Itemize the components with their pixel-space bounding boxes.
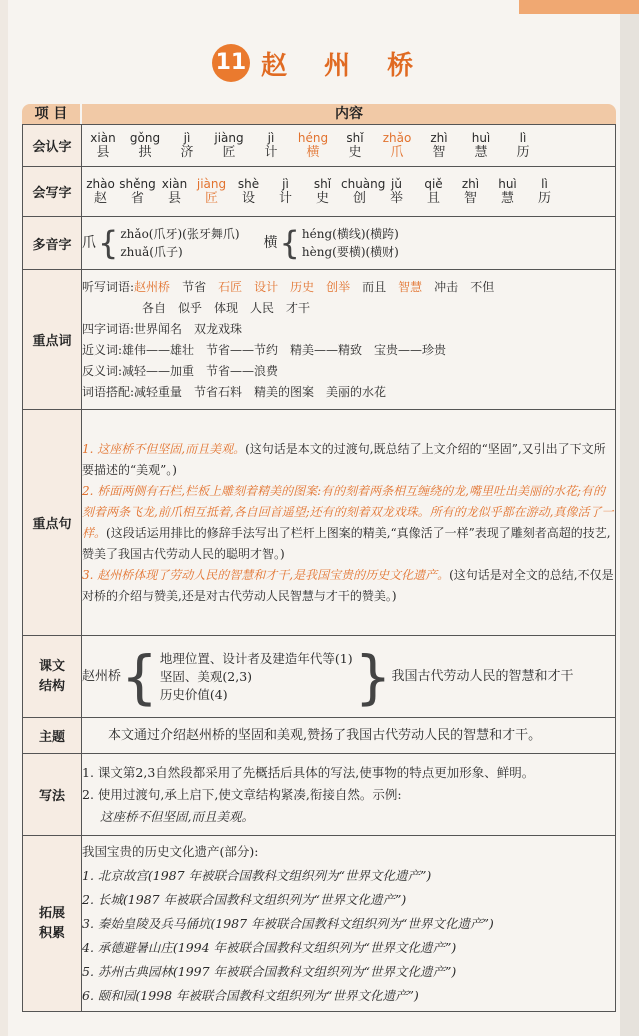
writing-method-2: 2. 使用过渡句,承上启下,使文章结构紧凑,衔接自然。示例: — [82, 786, 402, 802]
row-zhongdianci — [23, 270, 616, 410]
pinyin: xiàn — [161, 176, 188, 191]
polyphone-reading: hèng(要横)(横财) — [301, 245, 399, 259]
char-cell — [489, 177, 526, 207]
pinyin: qiě — [424, 176, 443, 191]
hanzi: 计 — [278, 190, 292, 206]
hanzi: 横 — [306, 144, 320, 160]
hanzi: 慧 — [500, 190, 514, 206]
char-cell — [156, 177, 193, 207]
row-label: 会认字 — [23, 125, 82, 167]
hanzi: 县 — [167, 190, 181, 206]
char-cell — [267, 177, 304, 207]
row-label: 重点词 — [23, 270, 82, 410]
char-cell — [292, 131, 334, 161]
dictation-prefix: 听写词语: — [82, 279, 135, 294]
hanzi: 济 — [180, 144, 194, 160]
key-sentence-2: 2. 桥面两侧有石栏,栏板上雕刻着精美的图案:有的刻着两条相互缠绕的龙,嘴里吐出美丽的水花;有的刻着两条飞龙,前爪相互抵着,各自回首遥望;还有的刻着双龙戏珠。所有的龙似乎都在游动,真像活了一样。(这段话运用排比的修辞手法写出了栏杆上图案的精美,“真像活了一样”表现了雕刻者高超的技艺,赞美了我国古代劳动人民的聪明才智。) — [82, 483, 614, 561]
dictation-word: 冲击 — [434, 279, 459, 294]
row-label: 会写字 — [23, 167, 82, 217]
heritage-item: 5. 苏州古典园林(1997 年被联合国教科文组织列为“世界文化遗产”) — [82, 963, 457, 979]
hanzi: 爪 — [390, 144, 404, 160]
char-cell — [208, 131, 250, 161]
row-duoyinzi — [23, 217, 616, 270]
header-content: 内容 — [82, 104, 616, 124]
collocations: 词语搭配:减轻重量 节省石料 精美的图案 美丽的水花 — [82, 384, 387, 399]
hanzi: 县 — [96, 144, 110, 160]
dictation-words-2: 各自 似乎 体现 人民 才干 — [142, 300, 311, 315]
char-cell — [376, 131, 418, 161]
polyphone-char: 横 — [263, 234, 278, 251]
polyphone-zhua — [82, 225, 240, 261]
lesson-title-text: 赵 州 桥 — [260, 50, 428, 81]
row-huixiezi — [23, 167, 616, 217]
polyphone-char: 爪 — [82, 234, 96, 251]
polyphone-reading: zhǎo(爪牙)(张牙舞爪) — [120, 227, 240, 241]
pinyin: jì — [267, 130, 275, 145]
pinyin: huì — [471, 130, 491, 145]
pinyin-grid — [82, 177, 615, 207]
row-tuozhan — [23, 836, 616, 1012]
structure-branch: 坚固、美观(2,3) — [159, 668, 253, 684]
pinyin: héng — [297, 130, 329, 145]
structure-root: 赵州桥 — [82, 669, 122, 684]
pinyin: gǒng — [129, 130, 161, 145]
heritage-item: 2. 长城(1987 年被联合国教科文组织列为“世界文化遗产”) — [82, 891, 407, 907]
row-xiefa — [23, 754, 616, 836]
next-page-edge — [620, 0, 639, 1036]
hanzi: 计 — [264, 144, 278, 160]
row-label: 拓展积累 — [38, 905, 65, 941]
dictation-word: 而且 — [362, 279, 387, 294]
hanzi: 慧 — [474, 144, 488, 160]
pinyin-grid — [82, 131, 615, 161]
dictation-word: 节省 — [182, 279, 207, 294]
dictation-word: 石匠 — [218, 279, 243, 294]
pinyin: lì — [519, 130, 527, 145]
char-cell — [334, 131, 376, 161]
char-cell — [341, 176, 386, 207]
char-cell — [460, 131, 502, 161]
char-cell — [82, 177, 119, 207]
heritage-item: 3. 秦始皇陵及兵马俑坑(1987 年被联合国教科文组织列为“世界文化遗产”) — [82, 915, 494, 931]
row-huirenzi — [23, 125, 616, 167]
summary-table — [22, 124, 616, 1012]
corner-tab — [519, 0, 639, 14]
pinyin: lì — [541, 176, 548, 191]
table-header — [22, 104, 616, 124]
antonyms: 反义词:减轻——加重 节省——浪费 — [82, 363, 279, 378]
lesson-number-badge: 11 — [212, 44, 250, 82]
hanzi: 省 — [130, 190, 144, 206]
structure-branch: 历史价值(4) — [159, 686, 228, 702]
structure-conclusion: 我国古代劳动人民的智慧和才干 — [391, 669, 574, 684]
char-cell — [304, 177, 341, 207]
row-label: 写法 — [23, 754, 82, 836]
row-zhongdianju — [23, 410, 616, 636]
hanzi: 智 — [432, 144, 446, 160]
char-cell — [230, 177, 267, 207]
char-cell — [452, 177, 489, 207]
char-cell — [166, 131, 208, 161]
row-label: 主题 — [23, 718, 82, 754]
heritage-item: 4. 承德避暑山庄(1994 年被联合国教科文组织列为“世界文化遗产”) — [82, 939, 457, 955]
dictation-word: 智慧 — [398, 279, 423, 294]
char-cell — [502, 131, 544, 161]
hanzi: 赵 — [93, 190, 107, 206]
pinyin: shè — [237, 176, 260, 191]
char-cell — [124, 131, 166, 161]
char-cell — [250, 131, 292, 161]
pinyin: jì — [183, 130, 191, 145]
synonyms: 近义词:雄伟——雄壮 节省——节约 精美——精致 宝贵——珍贵 — [82, 342, 447, 357]
pinyin: jì — [282, 176, 289, 191]
pinyin: shěng — [119, 176, 156, 191]
pinyin: zhì — [430, 130, 448, 145]
polyphone-reading: zhuǎ(爪子) — [120, 245, 183, 259]
pinyin: xiàn — [90, 130, 116, 145]
theme-text: 本文通过介绍赵州桥的坚固和美观,赞扬了我国古代劳动人民的智慧和才干。 — [82, 718, 616, 754]
hanzi: 史 — [315, 190, 329, 206]
pinyin: jǔ — [391, 176, 402, 191]
hanzi: 创 — [352, 190, 366, 206]
key-sentence-3: 3. 赵州桥体现了劳动人民的智慧和才干,是我国宝贵的历史文化遗产。(这句话是对全文的总结,不仅是对桥的介绍与赞美,还是对古代劳动人民智慧与才干的赞美。) — [82, 567, 614, 603]
hanzi: 智 — [463, 190, 477, 206]
dictation-words — [82, 277, 615, 298]
dictation-word: 赵州桥 — [134, 279, 171, 294]
char-cell — [119, 177, 156, 207]
dictation-word: 设计 — [254, 279, 279, 294]
hanzi: 且 — [426, 190, 440, 206]
hanzi: 历 — [516, 144, 530, 160]
pinyin: huì — [498, 176, 517, 191]
hanzi: 匠 — [222, 144, 236, 160]
polyphone-heng — [264, 225, 399, 261]
closing-brace-icon: } — [354, 642, 392, 711]
polyphone-reading: héng(横线)(横跨) — [301, 227, 399, 241]
dictation-word: 不但 — [470, 279, 495, 294]
pinyin: jiàng — [214, 130, 244, 145]
heritage-item: 6. 颐和园(1998 年被联合国教科文组织列为“世界文化遗产”) — [82, 987, 419, 1003]
brace-icon: { — [121, 642, 158, 711]
dictation-word: 创举 — [326, 279, 351, 294]
row-label: 重点句 — [23, 410, 82, 636]
header-item: 项 目 — [22, 104, 80, 124]
structure-branch: 地理位置、设计者及建造年代等(1) — [159, 650, 353, 666]
hanzi: 拱 — [138, 144, 152, 160]
writing-method-1: 1. 课文第2,3自然段都采用了先概括后具体的写法,使事物的特点更加形象、鲜明。 — [82, 764, 535, 780]
char-cell — [415, 177, 452, 207]
char-cell — [82, 131, 124, 161]
pinyin: shǐ — [313, 176, 332, 191]
brace-icon: { — [279, 224, 300, 262]
pinyin: zhào — [86, 176, 115, 191]
brace-icon: { — [98, 224, 119, 262]
char-cell — [378, 177, 415, 207]
heritage-intro: 我国宝贵的历史文化遗产(部分): — [82, 843, 259, 859]
pinyin: zhì — [461, 176, 480, 191]
hanzi: 历 — [537, 190, 551, 206]
pinyin: chuàng — [341, 176, 386, 191]
writing-example: 这座桥不但坚固,而且美观。 — [100, 808, 254, 824]
four-char-words: 四字词语:世界闻名 双龙戏珠 — [82, 321, 243, 336]
structure-diagram — [82, 642, 615, 711]
row-label: 多音字 — [23, 217, 82, 270]
char-cell — [418, 131, 460, 161]
char-cell — [526, 177, 563, 207]
char-cell — [193, 177, 230, 207]
hanzi: 设 — [241, 190, 255, 206]
pinyin: shǐ — [346, 130, 364, 145]
heritage-item: 1. 北京故宫(1987 年被联合国教科文组织列为“世界文化遗产”) — [82, 867, 432, 883]
row-kewen — [23, 636, 616, 718]
row-zhuti — [23, 718, 616, 754]
polyphone-list — [82, 221, 615, 265]
hanzi: 举 — [389, 190, 403, 206]
row-label: 课文结构 — [38, 658, 65, 694]
hanzi: 匠 — [204, 190, 218, 206]
key-sentence-1: 1. 这座桥不但坚固,而且美观。(这句话是本文的过渡句,既总结了上文介绍的“坚固”,又引出了下文所要描述的“美观”。) — [82, 441, 606, 477]
lesson-title — [0, 44, 639, 96]
hanzi: 史 — [348, 144, 362, 160]
dictation-word: 历史 — [290, 279, 315, 294]
pinyin: zhǎo — [382, 130, 412, 145]
pinyin: jiàng — [196, 176, 227, 191]
